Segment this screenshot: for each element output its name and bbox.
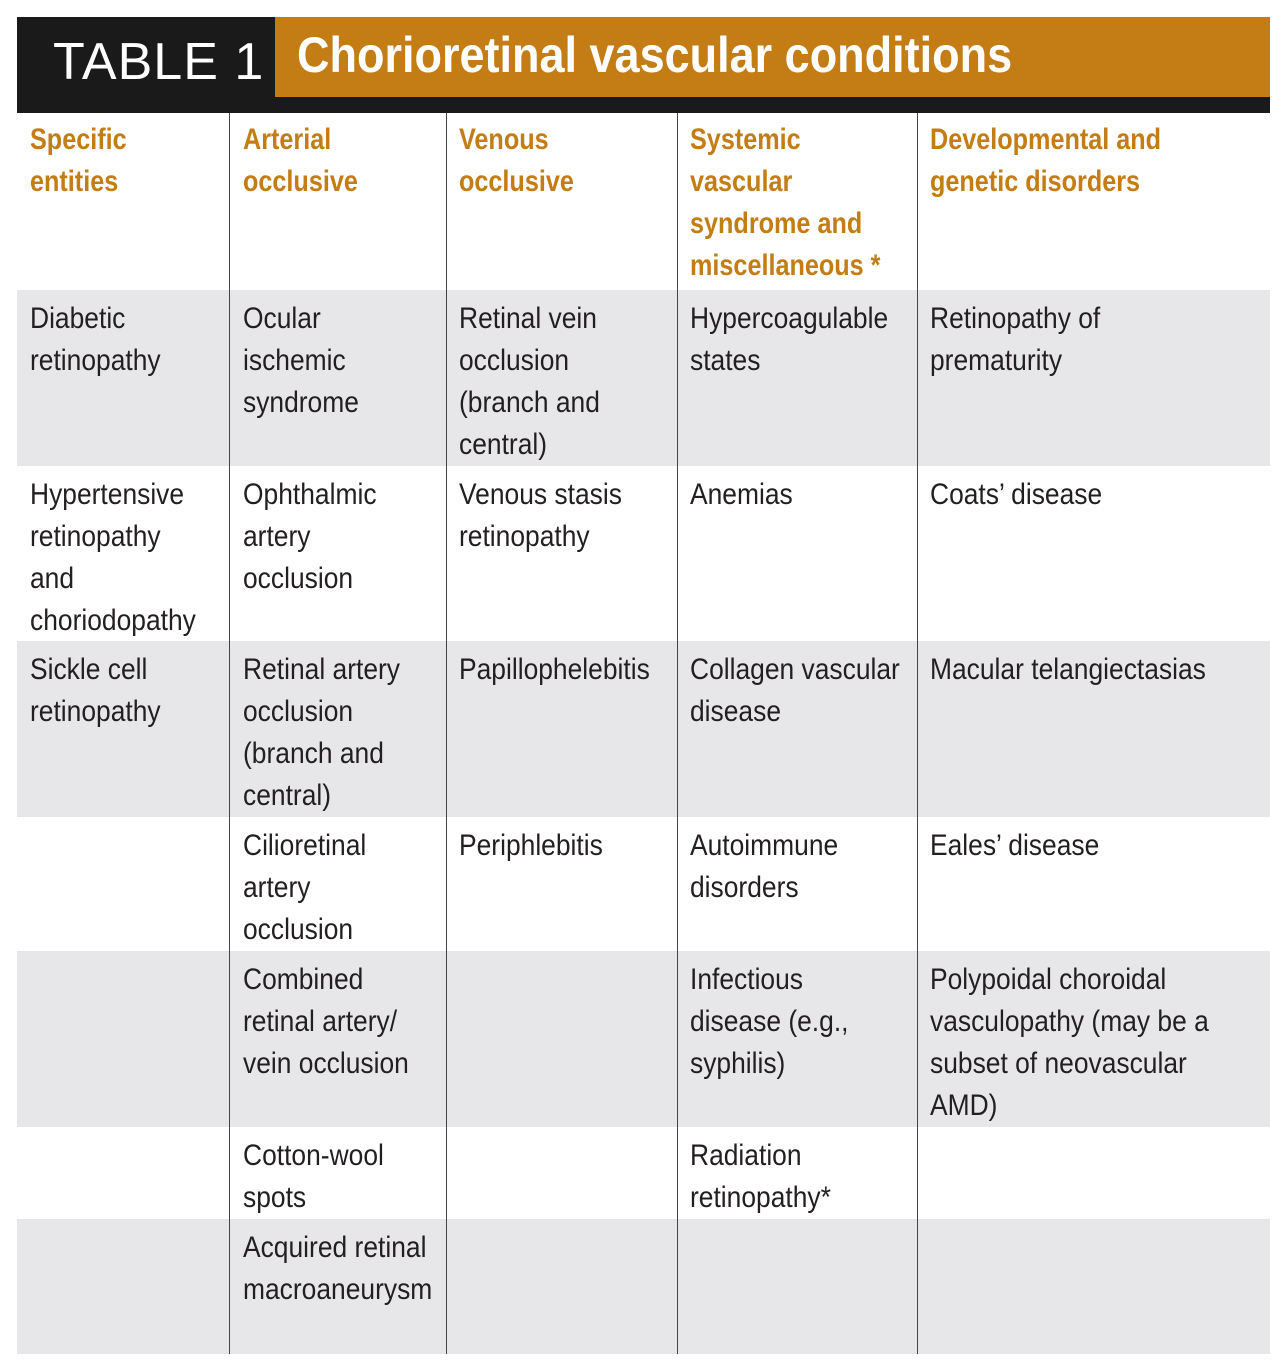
table-title: Chorioretinal vascular conditions	[297, 27, 1013, 83]
column-header-arterial-occlusive: Arterial occlusive	[243, 123, 358, 198]
table-cell: Papillophelebitis	[459, 653, 650, 686]
table-header-row	[17, 113, 1270, 290]
table-cell: Retinal artery occlusion (branch and central)	[243, 653, 400, 812]
table-cell: Sickle cell retinopathy	[30, 653, 161, 728]
table-cell: Acquired retinal macroaneurysm	[243, 1231, 433, 1306]
table-cell: Autoimmune disorders	[690, 829, 839, 904]
column-divider	[677, 113, 678, 1354]
table-title-bar	[275, 17, 1270, 97]
column-header-systemic-vascular: Systemic vascular syndrome and miscellaneous *	[690, 123, 881, 282]
table-cell	[30, 951, 230, 959]
table-cell	[30, 1127, 230, 1135]
table-cell: Hypercoagulable states	[690, 302, 889, 377]
column-divider	[229, 113, 230, 1354]
table-cell	[459, 1219, 679, 1227]
column-header-specific-entities: Specific entities	[30, 123, 127, 198]
table-row	[17, 817, 1270, 951]
table-row	[17, 466, 1270, 641]
column-header-venous-occlusive: Venous occlusive	[459, 123, 574, 198]
table-row	[17, 290, 1270, 466]
table-cell: Hypertensive retinopathy and choriodopathy	[30, 478, 196, 637]
table-cell: Coats’ disease	[930, 478, 1103, 511]
table-cell: Ocular ischemic syndrome	[243, 302, 359, 419]
table-cell: Infectious disease (e.g., syphilis)	[690, 963, 849, 1080]
table-row	[17, 951, 1270, 1127]
table-cell: Collagen vascular disease	[690, 653, 900, 728]
table-cell: Venous stasis retinopathy	[459, 478, 622, 553]
table-cell: Radiation retinopathy*	[690, 1139, 831, 1214]
table-cell: Retinal vein occlusion (branch and central)	[459, 302, 600, 461]
table-cell: Cotton-wool spots	[243, 1139, 384, 1214]
table-cell: Macular telangiectasias	[930, 653, 1206, 686]
column-divider	[917, 113, 918, 1354]
table-cell: Diabetic retinopathy	[30, 302, 161, 377]
table-cell	[459, 951, 679, 959]
column-divider	[446, 113, 447, 1354]
table-cell	[930, 1219, 1260, 1227]
table-cell: Polypoidal choroidal vasculopathy (may be a subset of neovascular AMD)	[930, 963, 1209, 1122]
table-cell: Ophthalmic artery occlusion	[243, 478, 377, 595]
table-cell	[30, 1219, 230, 1227]
table-cell	[930, 1127, 1260, 1135]
table-cell	[459, 1127, 679, 1135]
table-row	[17, 1127, 1270, 1219]
table-cell: Eales’ disease	[930, 829, 1100, 862]
table-row	[17, 641, 1270, 817]
table-number-label: TABLE 1	[53, 33, 265, 91]
table-cell: Combined retinal artery/ vein occlusion	[243, 963, 409, 1080]
table-cell: Anemias	[690, 478, 793, 511]
table-row	[17, 1219, 1270, 1354]
column-header-developmental-genetic: Developmental and genetic disorders	[930, 123, 1162, 198]
table-cell: Periphlebitis	[459, 829, 603, 862]
table-header	[17, 17, 1270, 113]
table-cell	[690, 1219, 920, 1227]
table-cell: Retinopathy of prematurity	[930, 302, 1101, 377]
table-cell: Cilioretinal artery occlusion	[243, 829, 367, 946]
table-cell	[30, 817, 230, 825]
